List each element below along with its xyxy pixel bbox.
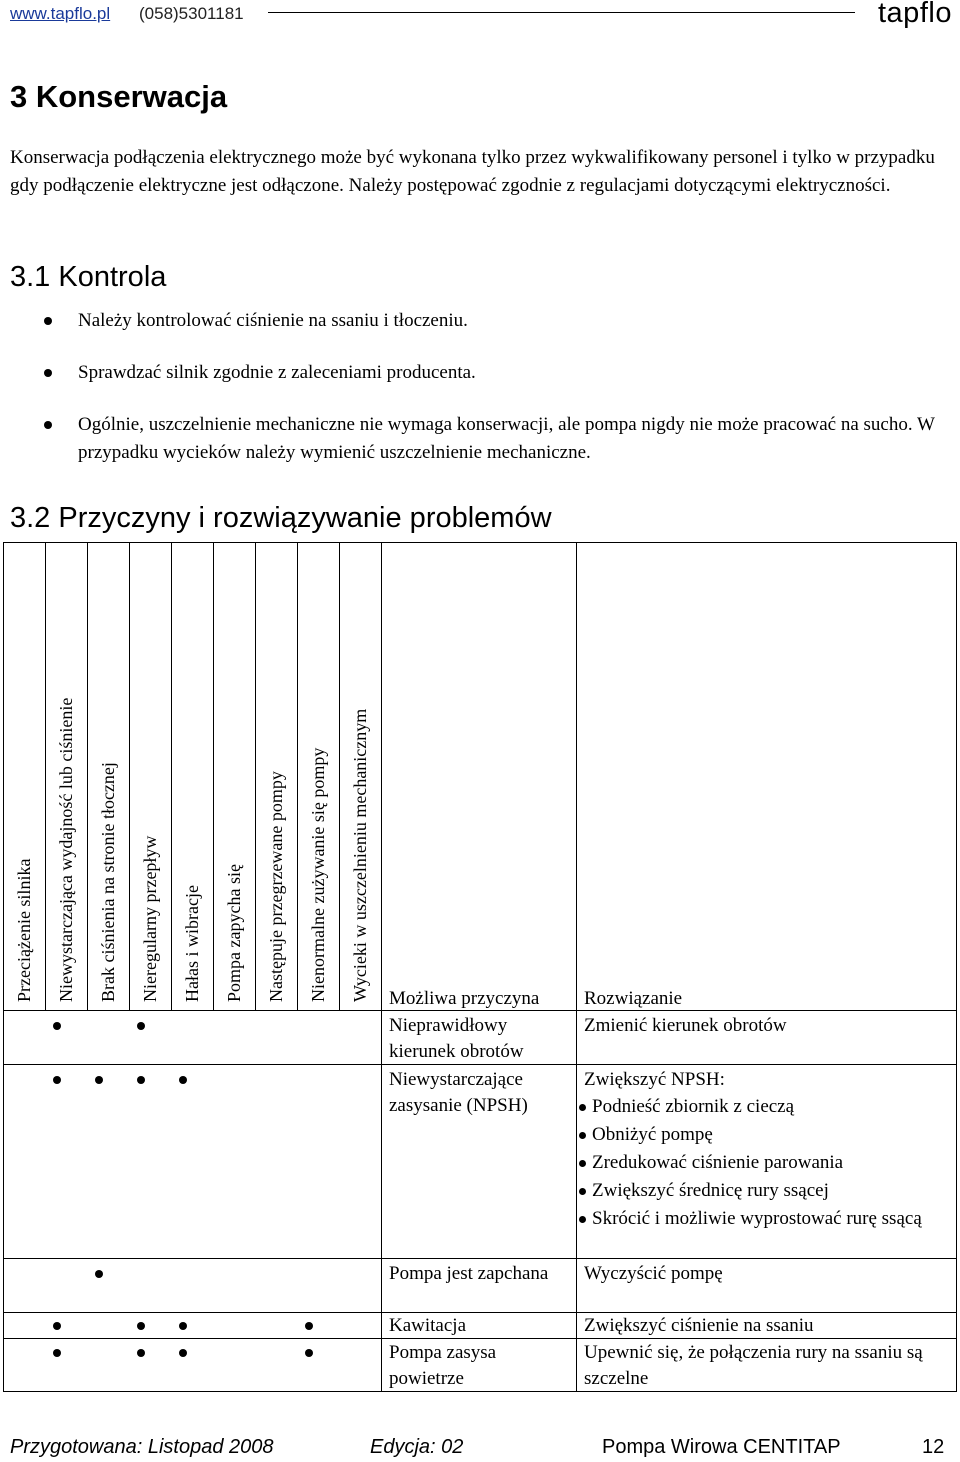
symptom-header-7: Następuje przegrzewane pompy [266, 771, 286, 1002]
troubleshooting-table [3, 542, 957, 1392]
col-sep [297, 542, 298, 1010]
intro-paragraph: Konserwacja podłączenia elektrycznego może być wykonana tylko przez wykwalifikowany personel i tylko w przypadku gdy podłączenie elektryczne jest odłączone. Należy postępować zgodnie z regulacjami dotyczącymi elektryczności. [10, 147, 935, 196]
kontrola-item-1: Należy kontrolować ciśnienie na ssaniu i tłoczeniu. [78, 310, 468, 331]
footer-prepared: Przygotowana: Listopad 2008 [10, 1436, 274, 1458]
solution-header: Rozwiązanie [584, 988, 683, 1009]
symptom-marker [137, 1022, 145, 1030]
table-border-right [956, 542, 957, 1392]
symptom-marker [95, 1270, 103, 1278]
kontrola-item-3: Ogólnie, uszczelnienie mechaniczne nie wymaga konserwacji, ale pompa nigdy nie może pracować na sucho. W przypadku wycieków należy wymienić uszczelnienie mechaniczne. [78, 414, 935, 463]
symptom-marker [53, 1022, 61, 1030]
symptom-header-4: Nieregularny przepływ [140, 835, 160, 1002]
header-rule [268, 12, 855, 13]
col-sep [171, 542, 172, 1010]
cause-header: Możliwa przyczyna [389, 988, 540, 1009]
solution-row-2: Zwiększyć NPSH: [584, 1069, 725, 1090]
row-sep [3, 1258, 957, 1259]
cause-row-2: Niewystarczające zasysanie (NPSH) [389, 1069, 528, 1116]
cause-row-1: Nieprawidłowy kierunek obrotów [389, 1015, 524, 1062]
symptom-header-5: Hałas i wibracje [182, 885, 202, 1002]
symptom-header-8: Nienormalne zużywanie się pompy [308, 747, 328, 1002]
solution-row-2-item-1: Podnieść zbiornik z cieczą [592, 1096, 795, 1117]
solution-row-4: Zwiększyć ciśnienie na ssaniu [584, 1315, 814, 1336]
cause-row-5: Pompa zasysa powietrze [389, 1342, 497, 1389]
footer-product: Pompa Wirowa CENTITAP [602, 1436, 841, 1458]
solution-row-2-item-2: Obniżyć pompę [592, 1124, 713, 1145]
col-sep [213, 542, 214, 1010]
bullet-icon [44, 421, 52, 429]
symptom-marker [179, 1322, 187, 1330]
phone-number: (058)5301181 [139, 4, 244, 23]
row-sep [3, 1010, 957, 1011]
section-title: 3 Konserwacja [10, 79, 228, 114]
symptom-marker [305, 1349, 313, 1357]
symptom-marker [53, 1349, 61, 1357]
symptom-marker [137, 1322, 145, 1330]
symptom-header-3: Brak ciśnienia na stronie tłocznej [98, 762, 118, 1002]
col-sep [255, 542, 256, 1010]
symptom-header-9: Wycieki w uszczelnieniu mechanicznym [350, 708, 370, 1002]
solution-row-3: Wyczyścić pompę [584, 1263, 723, 1284]
solution-row-5: Upewnić się, że połączenia rury na ssaniu są szczelne [584, 1342, 923, 1389]
kontrola-item-2: Sprawdzać silnik zgodnie z zaleceniami producenta. [78, 362, 476, 383]
solution-row-2-item-3: Zredukować ciśnienie parowania [592, 1152, 844, 1173]
page-number: 12 [922, 1436, 945, 1458]
website-link[interactable]: www.tapflo.pl [10, 4, 111, 23]
col-sep [45, 542, 46, 1010]
bullet-icon [579, 1160, 586, 1167]
symptom-marker [53, 1076, 61, 1084]
symptom-header-6: Pompa zapycha się [224, 864, 244, 1002]
col-sep [339, 542, 340, 1010]
table-border-top [3, 542, 957, 543]
col-sep [129, 542, 130, 1010]
solution-row-2-item-4: Zwiększyć średnicę rury ssącej [592, 1180, 829, 1201]
symptom-marker [137, 1349, 145, 1357]
symptom-marker [179, 1349, 187, 1357]
bullet-icon [579, 1132, 586, 1139]
cause-row-4: Kawitacja [389, 1315, 467, 1336]
symptom-marker [305, 1322, 313, 1330]
subsection-przyczyny-title: 3.2 Przyczyny i rozwiązywanie problemów [10, 502, 552, 534]
col-sep-cause [381, 542, 382, 1392]
symptom-marker [95, 1076, 103, 1084]
col-sep-solution [576, 542, 577, 1392]
solution-row-2-item-5: Skrócić i możliwie wyprostować rurę ssącą [592, 1208, 922, 1229]
symptom-marker [53, 1322, 61, 1330]
symptom-marker [179, 1076, 187, 1084]
bullet-icon [44, 369, 52, 377]
tapflo-logo: tapflo [878, 0, 952, 29]
cause-row-3: Pompa jest zapchana [389, 1263, 549, 1284]
subsection-kontrola-title: 3.1 Kontrola [10, 261, 167, 293]
symptom-header-1: Przeciążenie silnika [14, 858, 34, 1002]
symptom-header-2: Niewystarczająca wydajność lub ciśnienie [56, 697, 76, 1002]
bullet-icon [579, 1188, 586, 1195]
bullet-icon [579, 1216, 586, 1223]
table-border-left [3, 542, 4, 1392]
col-sep [87, 542, 88, 1010]
symptom-marker [137, 1076, 145, 1084]
bullet-icon [44, 317, 52, 325]
bullet-icon [579, 1104, 586, 1111]
footer-edition: Edycja: 02 [370, 1436, 464, 1458]
solution-row-1: Zmienić kierunek obrotów [584, 1015, 787, 1036]
